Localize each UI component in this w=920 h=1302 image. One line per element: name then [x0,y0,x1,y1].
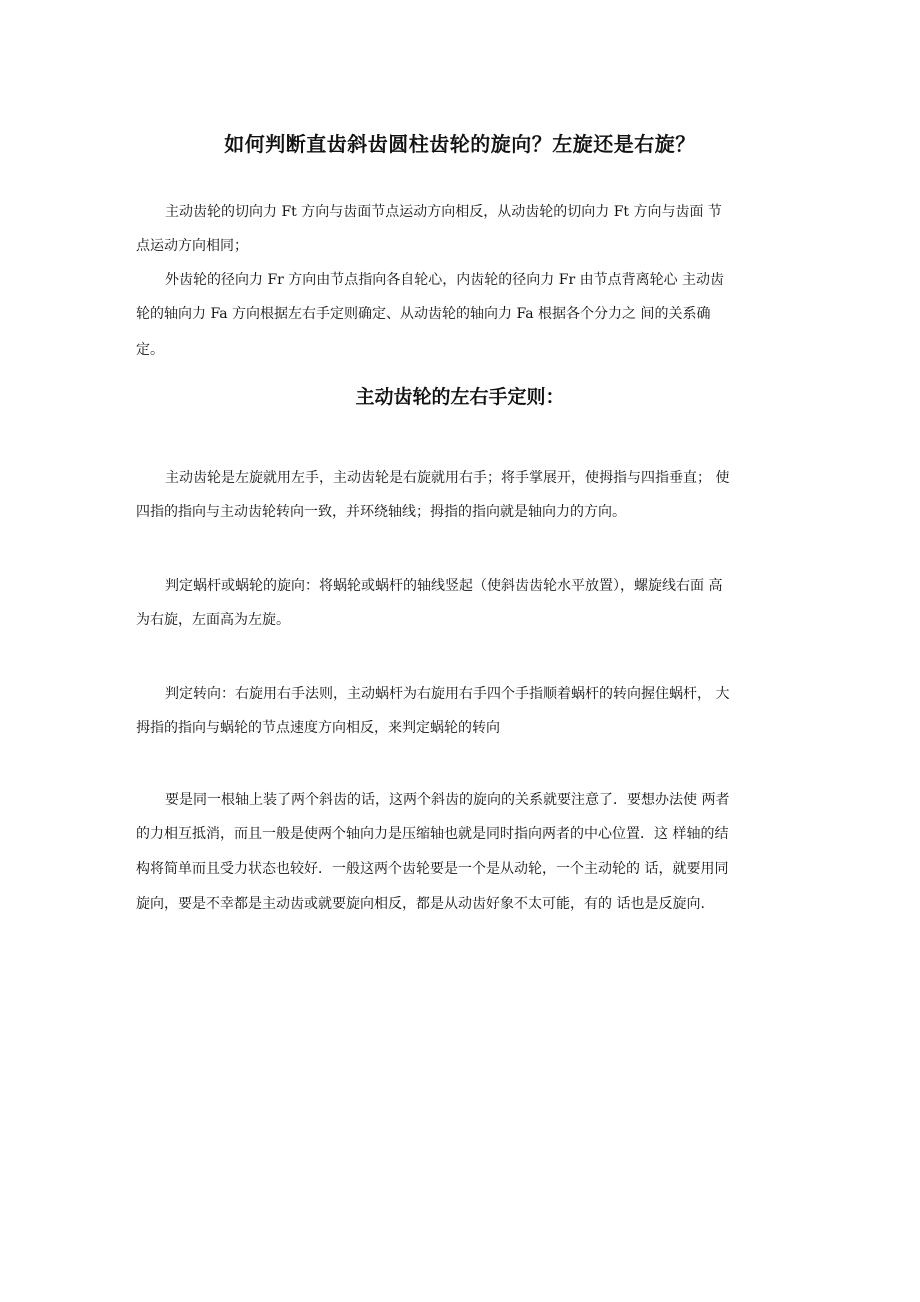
text-line: 主动齿轮是左旋就用左手，主动齿轮是右旋就用右手；将手掌展开，使拇指与四指垂直； 使 [165,470,730,486]
text-line: 点运动方向相同； [136,238,248,254]
text-line: 构将简单而且受力状态也较好．一般这两个齿轮要是一个是从动轮，一个主动轮的 话，就要用同 [136,861,729,877]
text-line: 主动齿轮的切向力 Ft 方向与齿面节点运动方向相反，从动齿轮的切向力 Ft 方向与齿面 节 [165,204,722,220]
section-heading: 主动齿轮的左右手定则： [355,386,565,408]
text-line: 外齿轮的径向力 Fr 方向由节点指向各自轮心，内齿轮的径向力 Fr 由节点背离轮心 主动齿 [165,272,725,288]
text-line: 判定蜗杆或蜗轮的旋向：将蜗轮或蜗杆的轴线竖起（使斜齿齿轮水平放置），螺旋线右面 高 [165,578,723,594]
text-line: 要是同一根轴上装了两个斜齿的话，这两个斜齿的旋向的关系就要注意了．要想办法使 两者 [165,792,730,808]
document-title: 如何判断直齿斜齿圆柱齿轮的旋向？左旋还是右旋？ [224,132,696,156]
text-line: 旋向，要是不幸都是主动齿或就要旋向相反，都是从动齿好象不太可能，有的 话也是反旋向. [136,896,705,912]
text-line: 的力相互抵消，而且一般是使两个轴向力是压缩轴也就是同时指向两者的中心位置．这 样轴的结 [136,826,729,842]
text-line: 为右旋，左面高为左旋。 [136,612,290,628]
text-line: 拇指的指向与蜗轮的节点速度方向相反，来判定蜗轮的转向 [136,720,500,736]
text-line: 四指的指向与主动齿轮转向一致，并环绕轴线；拇指的指向就是轴向力的方向。 [136,504,626,520]
text-line: 轮的轴向力 Fa 方向根据左右手定则确定、从动齿轮的轴向力 Fa 根据各个分力之 间的关系确 [136,306,711,322]
text-line: 判定转向：右旋用右手法则，主动蜗杆为右旋用右手四个手指顺着蜗杆的转向握住蜗杆， 大 [165,686,730,702]
text-line: 定。 [136,342,164,358]
